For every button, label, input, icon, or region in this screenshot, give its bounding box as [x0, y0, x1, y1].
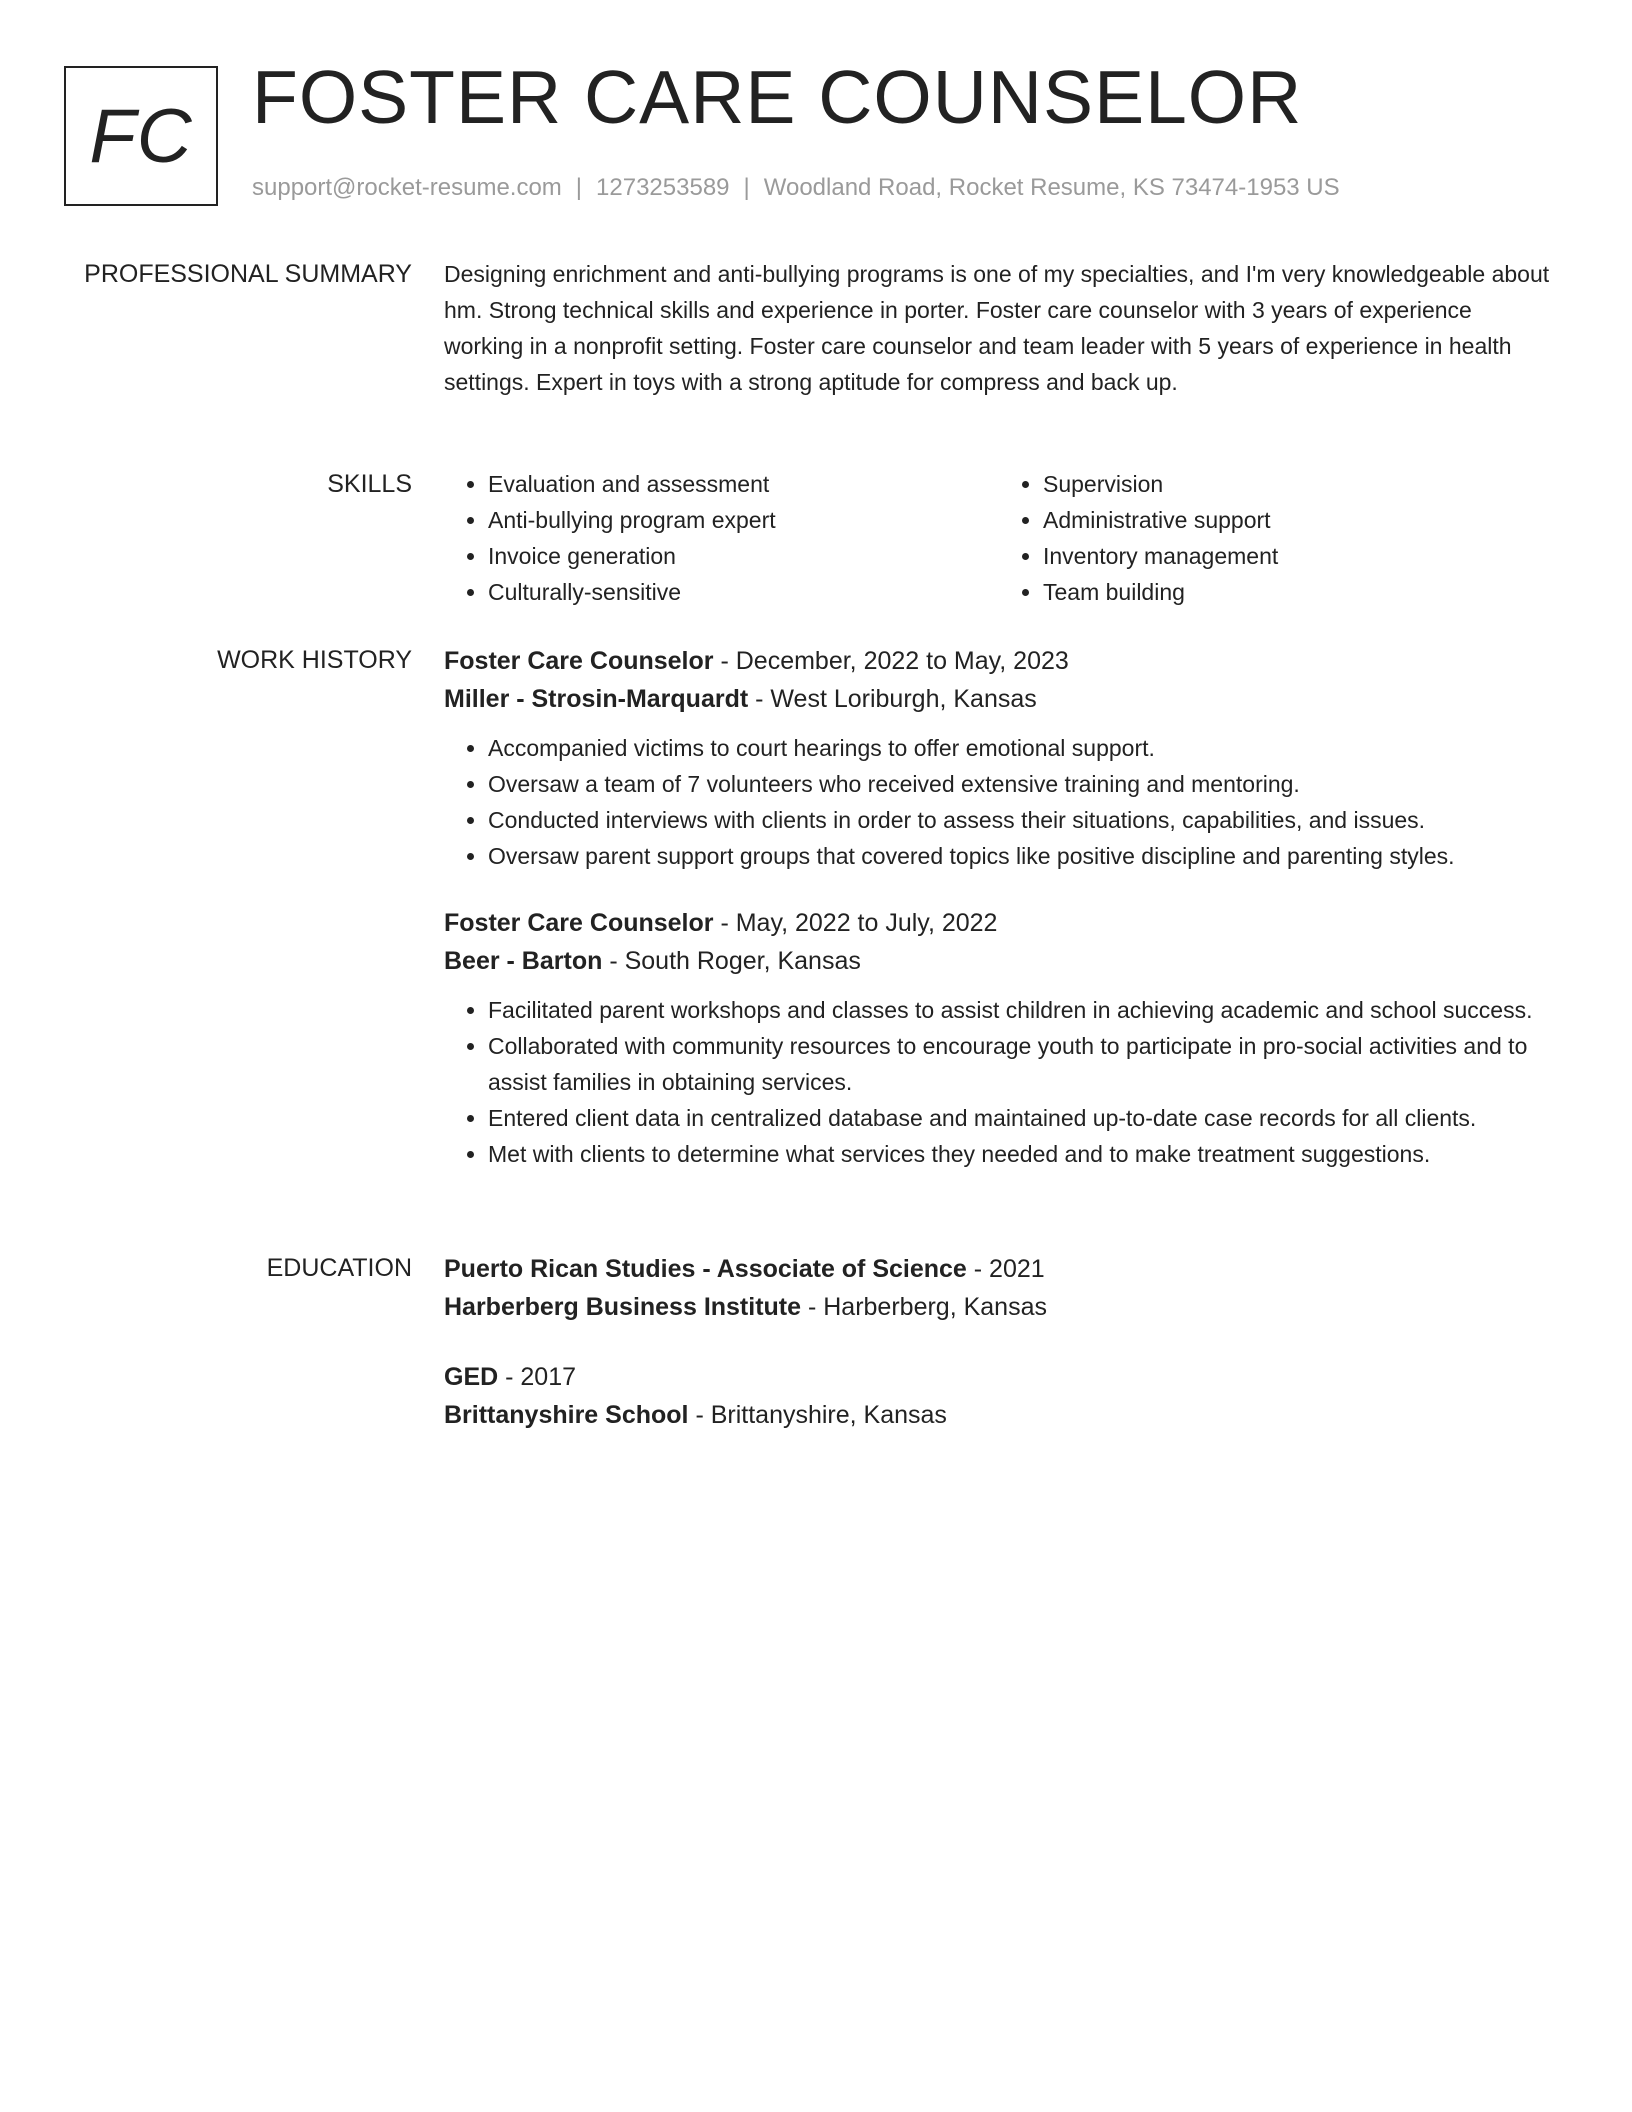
education-degree-line: [444, 1250, 1554, 1288]
job-duty: • Collaborated with community resources to encourage youth to participate in pro-social activities and to assist families in obtaining services.: [488, 1028, 1554, 1100]
job-dates: - May, 2022 to July, 2022: [713, 909, 998, 937]
job-title: Foster Care Counselor: [444, 909, 714, 937]
job-duty: • Facilitated parent workshops and classes to assist children in achieving academic and school success.: [488, 992, 1554, 1028]
education-degree-line: [444, 1358, 1554, 1396]
contact-phone: 1273253589: [596, 174, 730, 201]
contact-address: Woodland Road, Rocket Resume, KS 73474-1953 US: [763, 174, 1340, 201]
job-company-line: [444, 942, 1554, 980]
education-school: Brittanyshire School: [444, 1401, 689, 1429]
skill-item: • Invoice generation: [488, 538, 999, 574]
candidate-title: FOSTER CARE COUNSELOR: [252, 55, 1303, 139]
job-duties: [444, 730, 1554, 874]
job-duty: • Conducted interviews with clients in order to assess their situations, capabilities, and issues.: [488, 802, 1554, 838]
skill-item: • Anti-bullying program expert: [488, 502, 999, 538]
education-location: - Brittanyshire, Kansas: [688, 1401, 947, 1429]
work-history-body: [444, 642, 1554, 1172]
education-year: - 2017: [498, 1363, 577, 1391]
summary-heading: PROFESSIONAL SUMMARY: [84, 260, 412, 288]
monogram-initials: FC: [89, 93, 193, 179]
skill-item: • Administrative support: [1043, 502, 1554, 538]
education-location: - Harberberg, Kansas: [801, 1293, 1047, 1321]
skill-item: • Culturally-sensitive: [488, 574, 999, 610]
job-company-line: [444, 680, 1554, 718]
education-year: - 2021: [966, 1255, 1045, 1283]
job-duty: • Entered client data in centralized database and maintained up-to-date case records for all clients.: [488, 1100, 1554, 1136]
education-heading: EDUCATION: [266, 1254, 412, 1282]
job-dates: - December, 2022 to May, 2023: [713, 647, 1069, 675]
monogram-box: [64, 66, 218, 206]
job-location: - West Loriburgh, Kansas: [748, 685, 1037, 713]
job-title-line: [444, 642, 1554, 680]
job-title: Foster Care Counselor: [444, 647, 714, 675]
job-duty: • Met with clients to determine what services they needed and to make treatment suggestions.: [488, 1136, 1554, 1172]
job-company: Miller - Strosin-Marquardt: [444, 685, 749, 713]
job-duty: • Accompanied victims to court hearings to offer emotional support.: [488, 730, 1554, 766]
education-entry: [444, 1250, 1554, 1326]
skills-body: [444, 466, 1554, 610]
job-entry: [444, 642, 1554, 874]
skill-item: • Evaluation and assessment: [488, 466, 999, 502]
education-school: Harberberg Business Institute: [444, 1293, 802, 1321]
summary-body: [444, 256, 1554, 400]
skill-item: • Team building: [1043, 574, 1554, 610]
education-degree: Puerto Rican Studies - Associate of Science: [444, 1255, 967, 1283]
job-duty: • Oversaw a team of 7 volunteers who received extensive training and mentoring.: [488, 766, 1554, 802]
skills-heading: SKILLS: [327, 470, 412, 498]
education-school-line: [444, 1288, 1554, 1326]
skill-item: • Supervision: [1043, 466, 1554, 502]
skills-column-right: [999, 466, 1554, 610]
skill-item: • Inventory management: [1043, 538, 1554, 574]
work-history-heading: WORK HISTORY: [217, 646, 412, 674]
job-duties: [444, 992, 1554, 1172]
job-entry: [444, 904, 1554, 1172]
job-title-line: [444, 904, 1554, 942]
education-school-line: [444, 1396, 1554, 1434]
education-entry: [444, 1358, 1554, 1434]
skills-column-left: [444, 466, 999, 610]
skills-grid: [444, 466, 1554, 610]
education-body: [444, 1250, 1554, 1434]
contact-email: support@rocket-resume.com: [252, 174, 562, 201]
contact-separator: |: [575, 174, 583, 201]
summary-text: Designing enrichment and anti-bullying programs is one of my specialties, and I'm very knowledgeable about hm. Strong technical skills and experience in porter. Foster care counselor with 3 years of experience working in a nonprofit setting. Foster care counselor and team leader with 5 years of experience in health settings. Expert in toys with a strong aptitude for compress and back up.: [444, 261, 1550, 395]
contact-separator: |: [743, 174, 750, 201]
contact-line: [252, 174, 1340, 202]
education-degree: GED: [444, 1363, 499, 1391]
job-duty: • Oversaw parent support groups that covered topics like positive discipline and parenting styles.: [488, 838, 1554, 874]
job-location: - South Roger, Kansas: [602, 947, 861, 975]
job-company: Beer - Barton: [444, 947, 603, 975]
